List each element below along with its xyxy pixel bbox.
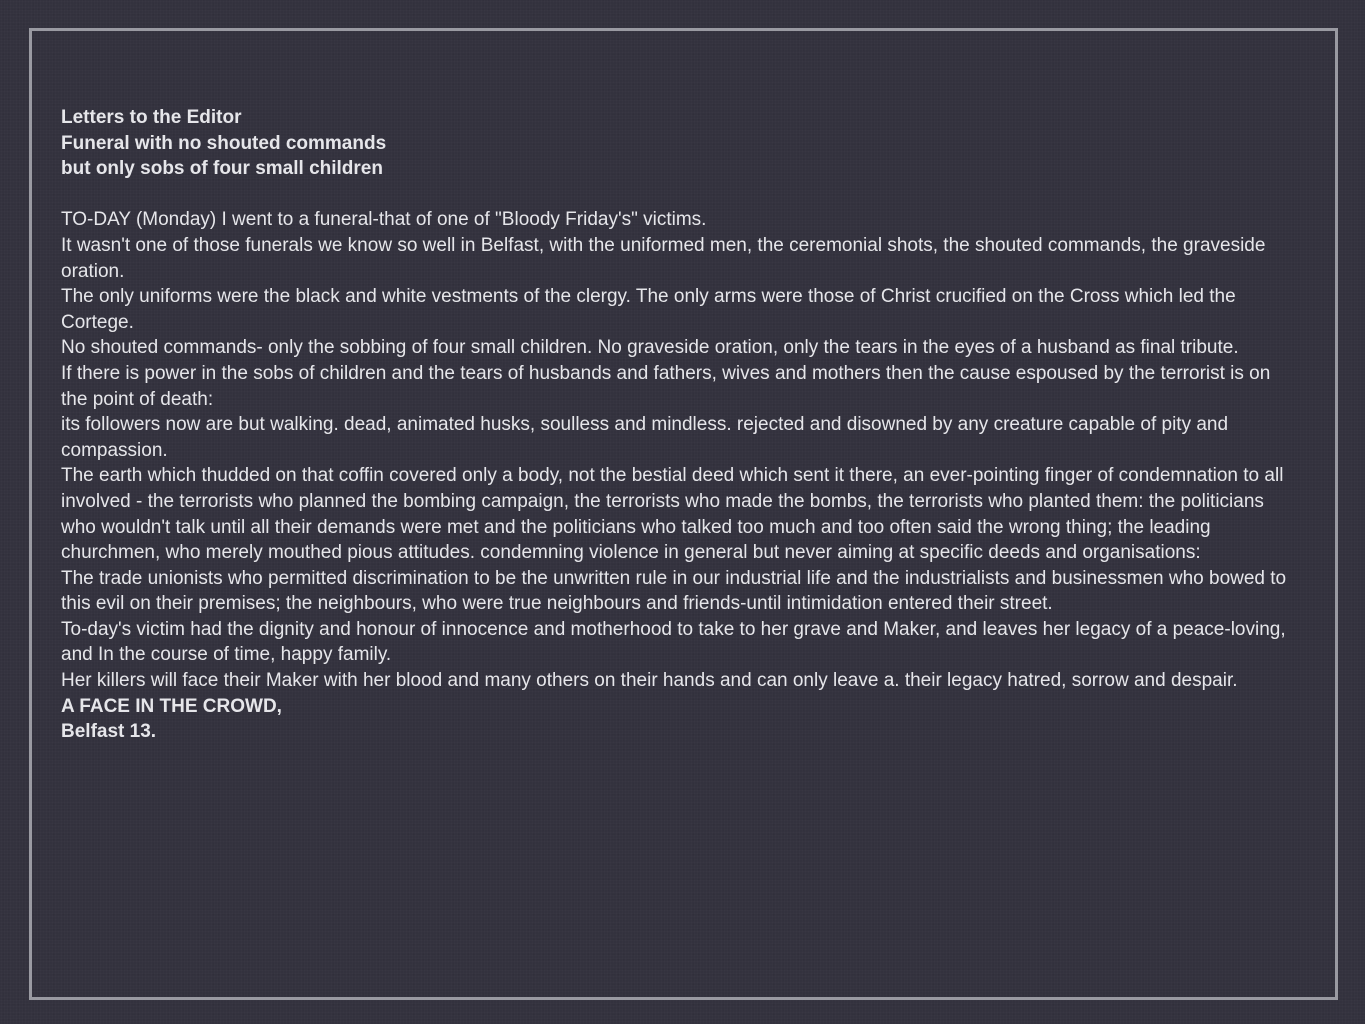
- paragraph: No shouted commands- only the sobbing of four small children. No graveside oration, only the tears in the eyes of a husband as final tribute.: [61, 337, 1239, 359]
- paragraph: TO-DAY (Monday) I went to a funeral-that of one of "Bloody Friday's" victims.: [61, 209, 707, 231]
- paragraph: Her killers will face their Maker with her blood and many others on their hands and can only leave a. their legacy hatred, sorrow and despair.: [61, 670, 1238, 692]
- paragraph: The earth which thudded on that coffin covered only a body, not the bestial deed which sent it there, an ever-pointing finger of condemnation to all involved - the terrorists who planned the bombing campaign, the terrorists who made the bombs, the terrorists who planted them: the politicians who wouldn't talk until all their demands were met and the politicians who talked too much and too often said the wrong thing; the leading churchmen, who merely mouthed pious attitudes. condemning violence in general but never aiming at specific deeds and organisations:: [61, 465, 1284, 564]
- signature-location: Belfast 13.: [61, 721, 157, 743]
- letter-title-line-1: Funeral with no shouted commands: [61, 132, 387, 154]
- paragraph: The only uniforms were the black and white vestments of the clergy. The only arms were those of Christ crucified on the Cross which led the Cortege.: [61, 286, 1236, 333]
- paragraph: its followers now are but walking. dead, animated husks, soulless and mindless. rejected and disowned by any creature capable of pity and compassion.: [61, 414, 1229, 461]
- letter-body: [61, 105, 1301, 745]
- paragraph: It wasn't one of those funerals we know so well in Belfast, with the uniformed men, the ceremonial shots, the shouted commands, the graveside oration.: [61, 234, 1266, 282]
- paragraph: The trade unionists who permitted discrimination to be the unwritten rule in our industrial life and the industrialists and businessmen who bowed to this evil on their premises; the neighbours, who were true neighbours and friends-until intimidation entered their street.: [61, 567, 1287, 615]
- signature-name: A FACE IN THE CROWD,: [61, 695, 282, 717]
- paragraph: If there is power in the sobs of children and the tears of husbands and fathers, wives and mothers then the cause espoused by the terrorist is on the point of death:: [61, 362, 1271, 410]
- letter-title-line-2: but only sobs of four small children: [61, 158, 383, 180]
- heading-spacer: [61, 182, 1301, 208]
- paragraph: To-day's victim had the dignity and honour of innocence and motherhood to take to her grave and Maker, and leaves her legacy of a peace-loving, and In the course of time, happy family.: [61, 618, 1286, 666]
- section-heading: Letters to the Editor: [61, 107, 242, 128]
